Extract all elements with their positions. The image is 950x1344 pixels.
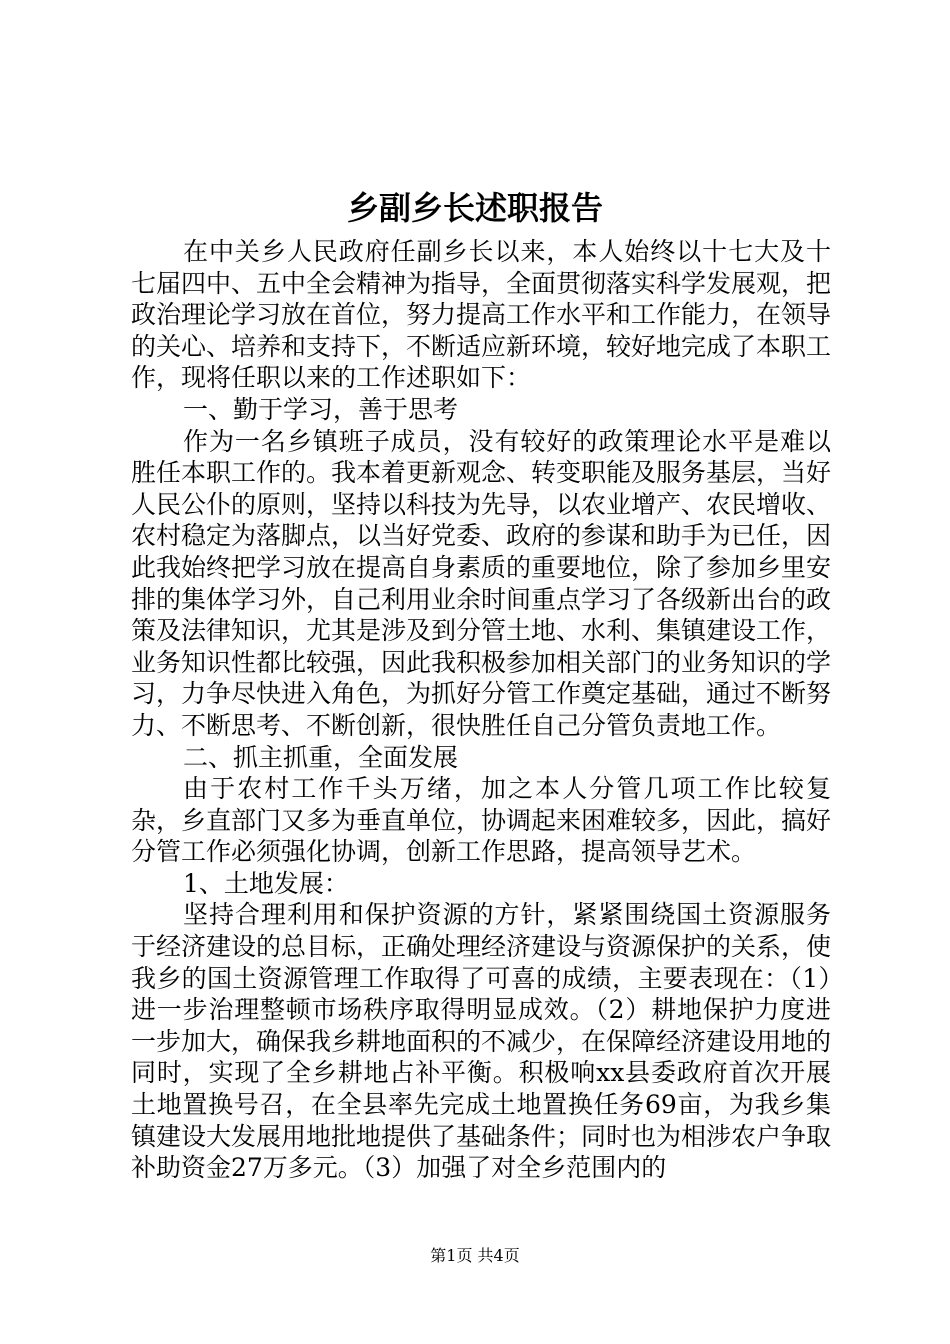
page-footer: 第1页 共4页 (430, 1246, 520, 1265)
paragraph-intro: 在中关乡人民政府任副乡长以来，本人始终以十七大及十七届四中、五中全会精神为指导，全面贯彻落实科学发展观，把政治理论学习放在首位，努力提高工作水平和工作能力，在领导的关心、培养和支持下，不断适应新环境，较好地完成了本职工作，现将任职以来的工作述职如下： (131, 237, 832, 393)
subsection-heading-land: 1、土地发展： (183, 868, 349, 898)
paragraph-coordination: 由于农村工作千头万绪，加之本人分管几项工作比较复杂，乡直部门又多为垂直单位，协调起来困难较多，因此，搞好分管工作必须强化协调，创新工作思路，提高领导艺术。 (131, 774, 832, 867)
paragraph-study: 作为一名乡镇班子成员，没有较好的政策理论水平是难以胜任本职工作的。我本着更新观念、转变职能及服务基层，当好人民公仆的原则，坚持以科技为先导，以农业增产、农民增收、农村稳定为落脚点，以当好党委、政府的参谋和助手为已任，因此我始终把学习放在提高自身素质的重要地位，除了参加乡里安排的集体学习外，自己利用业余时间重点学习了各级新出台的政策及法律知识，尤其是涉及到分管土地、水利、集镇建设工作，业务知识性都比较强，因此我积极参加相关部门的业务知识的学习，力争尽快进入角色，为抓好分管工作奠定基础，通过不断努力、不断思考、不断创新，很快胜任自己分管负责地工作。 (131, 426, 832, 740)
document-body (131, 236, 831, 1184)
document-title: 乡副乡长述职报告 (346, 189, 603, 227)
paragraph-land: 坚持合理利用和保护资源的方针，紧紧围绕国土资源服务于经济建设的总目标，正确处理经济建设与资源保护的关系，使我乡的国土资源管理工作取得了可喜的成绩，主要表现在：（1）进一步治理整顿市场秩序取得明显成效。（2）耕地保护力度进一步加大，确保我乡耕地面积的不减少，在保障经济建设用地的同时，实现了全乡耕地占补平衡。积极响xx县委政府首次开展土地置换号召，在全县率先完成土地置换任务69亩，为我乡集镇建设大发展用地批地提供了基础条件；同时也为相涉农户争取补助资金27万多元。（3）加强了对全乡范围内的 (131, 900, 832, 1183)
section-heading-2: 二、抓主抓重，全面发展 (183, 742, 459, 772)
section-heading-1: 一、勤于学习，善于思考 (183, 394, 459, 424)
